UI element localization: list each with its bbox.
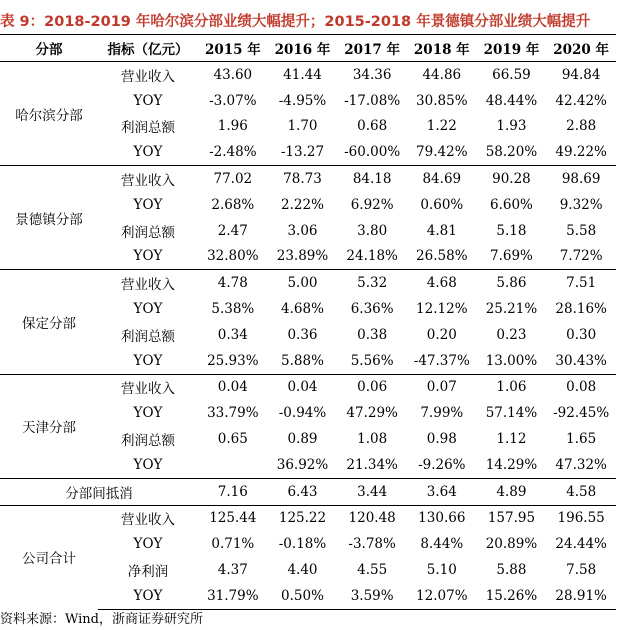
value-cell: 15.26%: [477, 583, 547, 609]
value-cell: 1.96: [217, 118, 248, 135]
header-year: 2020 年: [546, 35, 616, 62]
value-cell: 33.79%: [207, 405, 259, 422]
indicator-label: 营业收入: [98, 374, 198, 400]
value-cell: 7.58: [566, 562, 597, 579]
value-cell: 5.38%: [211, 301, 255, 318]
value-cell: 26.58%: [416, 248, 468, 265]
header-row: [0, 35, 616, 62]
value-cell: 30.43%: [555, 352, 607, 369]
segment-performance-table-wrap: [0, 34, 616, 610]
value-cell: 7.72%: [559, 248, 603, 265]
value-cell: 0.34: [217, 326, 248, 343]
value-cell: -9.26%: [418, 456, 466, 473]
value-cell: 5.58: [566, 222, 597, 239]
value-cell: 90.28: [477, 166, 547, 192]
value-cell: 5.00: [268, 270, 338, 296]
value-cell: 84.69: [407, 166, 477, 192]
value-cell: 120.48: [337, 505, 407, 531]
value-cell: 125.44: [198, 505, 268, 531]
value-cell: 0.20: [426, 326, 457, 343]
value-cell: 24.44%: [555, 536, 607, 553]
value-cell: 0.07: [407, 374, 477, 400]
value-cell: 28.16%: [555, 301, 607, 318]
indicator-label: 营业收入: [98, 166, 198, 192]
value-cell: -0.18%: [278, 536, 327, 553]
value-cell: -47.37%: [413, 352, 470, 369]
value-cell: 3.06: [287, 222, 318, 239]
value-cell: 5.56%: [350, 352, 394, 369]
value-cell: 28.91%: [546, 583, 616, 609]
value-cell: 2.88: [566, 118, 597, 135]
value-cell: [198, 452, 268, 478]
table-row: [0, 478, 616, 505]
indicator-label: YOY: [133, 196, 163, 213]
value-cell: 0.36: [287, 326, 318, 343]
value-cell: -4.95%: [278, 92, 327, 109]
value-cell: 196.55: [546, 505, 616, 531]
indicator-label: YOY: [98, 583, 198, 609]
value-cell: 77.02: [198, 166, 268, 192]
value-cell: 0.38: [357, 326, 388, 343]
value-cell: 44.86: [407, 62, 477, 88]
value-cell: 1.08: [357, 431, 388, 448]
indicator-label: 利润总额: [121, 328, 175, 345]
value-cell: 4.68%: [281, 301, 324, 318]
value-cell: -3.07%: [209, 92, 257, 109]
value-cell: 98.69: [546, 166, 616, 192]
value-cell: 130.66: [407, 505, 477, 531]
value-cell: 0.65: [217, 431, 248, 448]
value-cell: -60.00%: [344, 144, 401, 161]
indicator-label: 营业收入: [98, 270, 198, 296]
value-cell: -3.78%: [348, 536, 396, 553]
value-cell: 47.32%: [555, 456, 607, 473]
value-cell: 41.44: [268, 62, 338, 88]
indicator-label: YOY: [133, 352, 163, 369]
division-name: 景德镇分部: [0, 166, 98, 270]
value-cell: 0.04: [198, 374, 268, 400]
indicator-label: YOY: [133, 248, 163, 265]
value-cell: 4.37: [217, 562, 248, 579]
value-cell: 21.34%: [346, 456, 398, 473]
table-row: [0, 62, 616, 88]
value-cell: -2.48%: [209, 144, 257, 161]
value-cell: 157.95: [477, 505, 547, 531]
value-cell: 8.44%: [420, 536, 464, 553]
value-cell: 58.20%: [485, 144, 538, 161]
value-cell: -17.08%: [344, 92, 401, 109]
value-cell: 0.06: [337, 374, 407, 400]
value-cell: 0.50%: [268, 583, 338, 609]
value-cell: 7.16: [198, 478, 268, 505]
value-cell: 0.68: [357, 118, 388, 135]
value-cell: 0.08: [546, 374, 616, 400]
value-cell: 6.43: [268, 478, 338, 505]
value-cell: 30.85%: [416, 92, 468, 109]
value-cell: 3.64: [407, 478, 477, 505]
header-year: 2018 年: [407, 35, 477, 62]
division-name: 分部间抵消: [0, 478, 198, 505]
value-cell: 24.18%: [346, 248, 398, 265]
source-footnote: 资料来源：Wind，浙商证券研究所: [0, 612, 203, 627]
value-cell: 2.68%: [211, 196, 255, 213]
value-cell: -0.94%: [278, 405, 327, 422]
value-cell: 3.44: [337, 478, 407, 505]
value-cell: 5.86: [477, 270, 547, 296]
value-cell: 66.59: [477, 62, 547, 88]
value-cell: 3.80: [357, 222, 388, 239]
value-cell: 48.44%: [485, 92, 538, 109]
table-body: [0, 62, 616, 610]
segment-performance-table: [0, 34, 616, 610]
header-division: 分部: [0, 35, 98, 62]
value-cell: 1.12: [496, 431, 527, 448]
value-cell: 42.42%: [555, 92, 607, 109]
value-cell: 0.98: [426, 431, 457, 448]
division-name: 天津分部: [0, 374, 98, 478]
value-cell: 0.23: [496, 326, 527, 343]
indicator-label: 营业收入: [98, 62, 198, 88]
value-cell: 3.59%: [337, 583, 407, 609]
value-cell: 1.06: [477, 374, 547, 400]
value-cell: -13.27: [280, 144, 325, 161]
value-cell: 6.36%: [350, 301, 394, 318]
indicator-label: YOY: [133, 92, 163, 109]
value-cell: 0.30: [566, 326, 597, 343]
value-cell: 4.55: [357, 562, 388, 579]
value-cell: 14.29%: [485, 456, 538, 473]
value-cell: 5.88: [496, 562, 527, 579]
value-cell: 7.69%: [490, 248, 533, 265]
value-cell: 79.42%: [416, 144, 468, 161]
value-cell: 25.93%: [207, 352, 259, 369]
value-cell: 125.22: [268, 505, 338, 531]
value-cell: 43.60: [198, 62, 268, 88]
value-cell: 2.47: [217, 222, 248, 239]
value-cell: 5.88%: [281, 352, 324, 369]
value-cell: 2.22%: [281, 196, 324, 213]
value-cell: 5.10: [426, 562, 457, 579]
indicator-label: YOY: [133, 456, 163, 473]
indicator-label: 利润总额: [121, 120, 175, 137]
header-year: 2016 年: [268, 35, 338, 62]
division-name: 保定分部: [0, 270, 98, 374]
table-row: [0, 270, 616, 296]
division-name: 哈尔滨分部: [0, 62, 98, 166]
indicator-label: YOY: [133, 536, 163, 553]
value-cell: 4.58: [546, 478, 616, 505]
value-cell: 6.92%: [350, 196, 394, 213]
value-cell: 7.51: [546, 270, 616, 296]
value-cell: 20.89%: [485, 536, 538, 553]
value-cell: 4.40: [287, 562, 318, 579]
value-cell: 47.29%: [346, 405, 398, 422]
header-year: 2015 年: [198, 35, 268, 62]
table-row: [0, 374, 616, 400]
value-cell: 0.60%: [420, 196, 464, 213]
value-cell: 6.60%: [490, 196, 533, 213]
value-cell: 25.21%: [485, 301, 538, 318]
value-cell: 57.14%: [485, 405, 538, 422]
table-row: [0, 166, 616, 192]
value-cell: 84.18: [337, 166, 407, 192]
table-title: 表 9：2018-2019 年哈尔滨分部业绩大幅提升；2015-2018 年景德镇分部业绩大幅提升: [0, 14, 591, 30]
value-cell: 31.79%: [198, 583, 268, 609]
division-name: 公司合计: [0, 505, 98, 609]
value-cell: 4.68: [407, 270, 477, 296]
header-year: 2019 年: [477, 35, 547, 62]
value-cell: 34.36: [337, 62, 407, 88]
value-cell: 94.84: [546, 62, 616, 88]
value-cell: 4.89: [477, 478, 547, 505]
value-cell: 4.78: [198, 270, 268, 296]
value-cell: 36.92%: [276, 456, 329, 473]
value-cell: 0.71%: [211, 536, 255, 553]
value-cell: 9.32%: [559, 196, 603, 213]
value-cell: 13.00%: [485, 352, 538, 369]
value-cell: 49.22%: [555, 144, 607, 161]
indicator-label: 利润总额: [121, 433, 175, 450]
value-cell: 4.81: [426, 222, 457, 239]
value-cell: 1.22: [426, 118, 457, 135]
value-cell: 12.12%: [416, 301, 468, 318]
value-cell: 1.70: [287, 118, 318, 135]
indicator-label: YOY: [133, 144, 163, 161]
indicator-label: YOY: [133, 405, 163, 422]
indicator-label: 净利润: [127, 564, 169, 581]
indicator-label: 营业收入: [98, 505, 198, 531]
header-year: 2017 年: [337, 35, 407, 62]
value-cell: 0.89: [287, 431, 318, 448]
value-cell: 5.18: [496, 222, 527, 239]
value-cell: 5.32: [337, 270, 407, 296]
value-cell: 12.07%: [407, 583, 477, 609]
value-cell: 1.93: [496, 118, 527, 135]
value-cell: -92.45%: [553, 405, 610, 422]
indicator-label: YOY: [133, 301, 163, 318]
value-cell: 1.65: [566, 431, 597, 448]
indicator-label: 利润总额: [121, 224, 175, 241]
value-cell: 32.80%: [207, 248, 259, 265]
value-cell: 78.73: [268, 166, 338, 192]
table-row: [0, 505, 616, 531]
value-cell: 23.89%: [276, 248, 329, 265]
header-indicator: 指标（亿元）: [98, 35, 198, 62]
value-cell: 0.04: [268, 374, 338, 400]
value-cell: 7.99%: [420, 405, 464, 422]
